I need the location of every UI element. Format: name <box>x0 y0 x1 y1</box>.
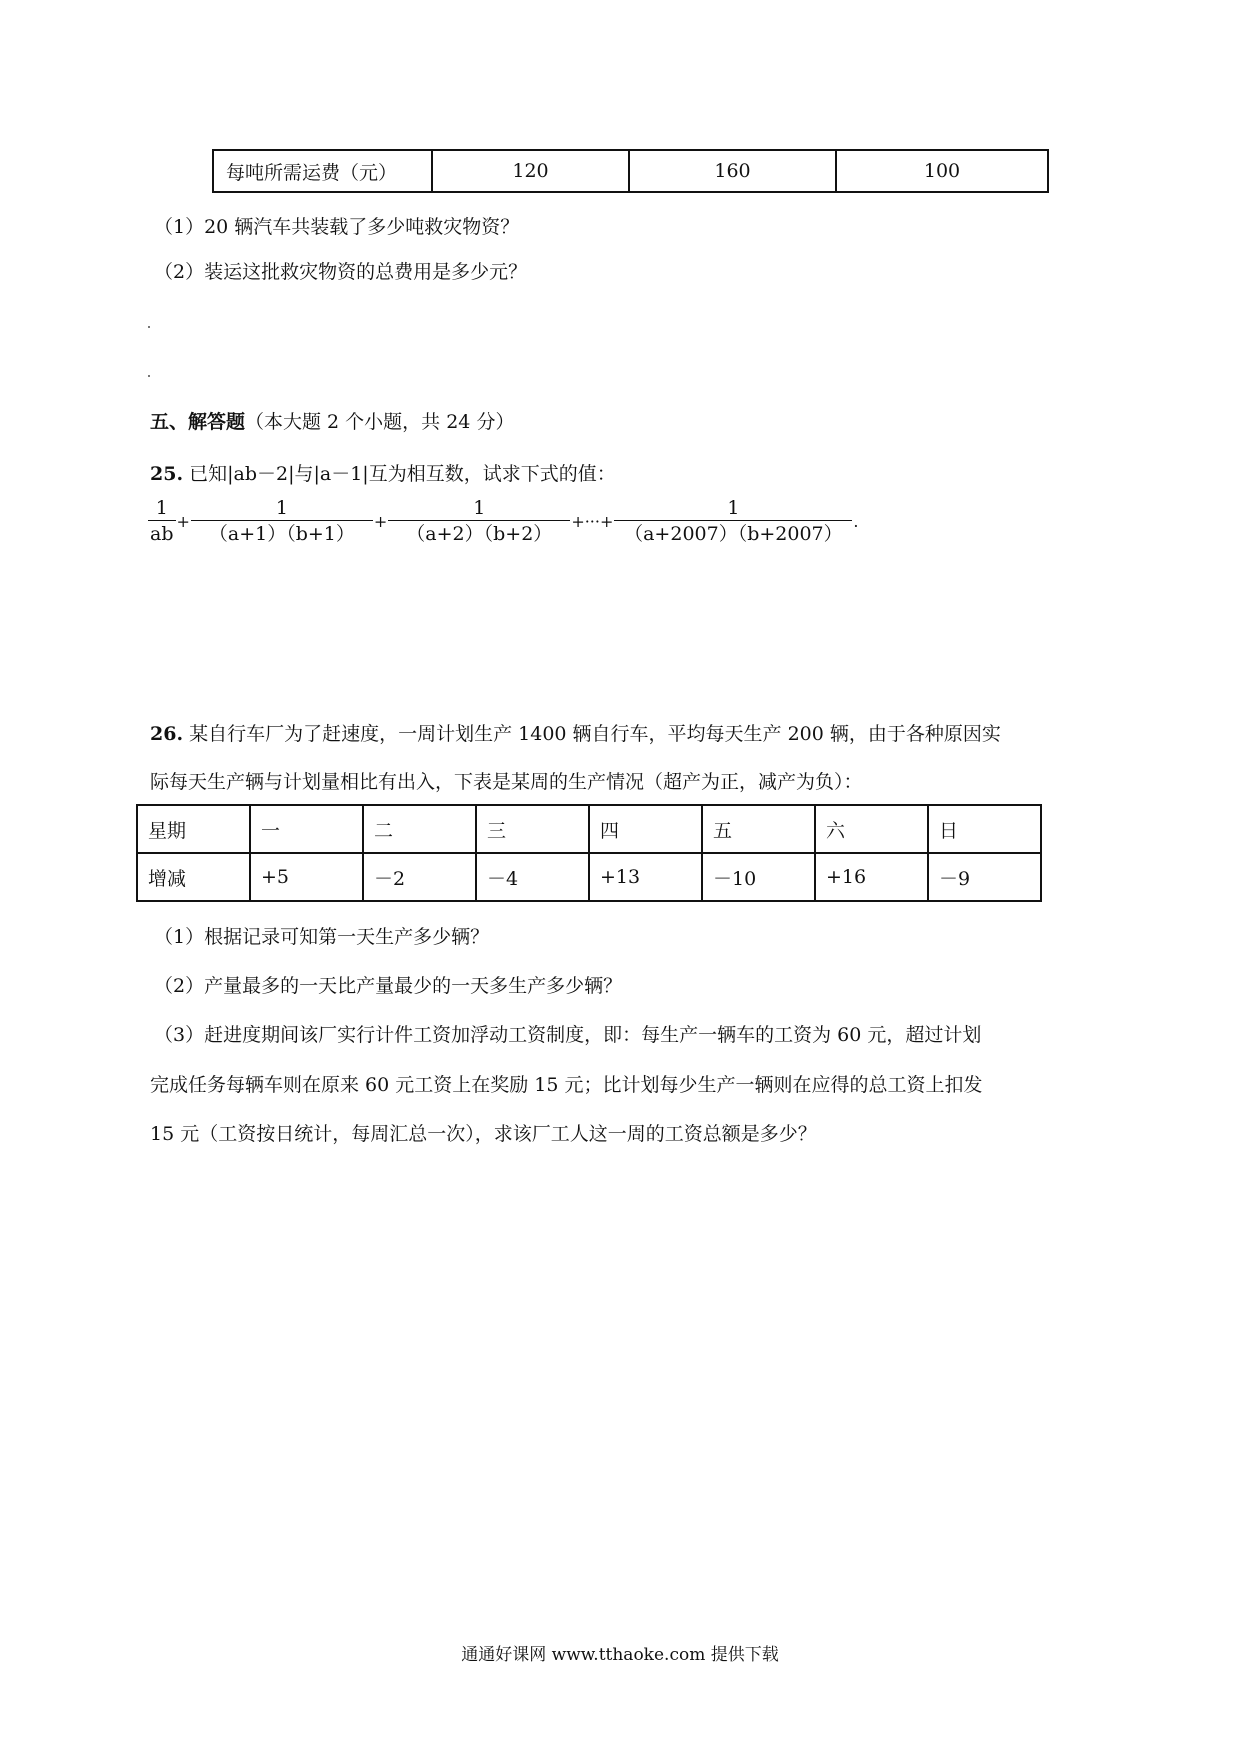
ellipsis: +···+ <box>571 512 614 531</box>
fraction <box>191 496 373 547</box>
cost-row-label: 每吨所需运费（元） <box>213 150 432 192</box>
q24-part2: （2）装运这批救灾物资的总费用是多少元？ <box>154 261 528 283</box>
q26-part2: （2）产量最多的一天比产量最少的一天多生产多少辆？ <box>154 975 623 997</box>
day-cell: 二 <box>363 805 476 853</box>
value-cell: －10 <box>702 853 815 901</box>
scan-speck <box>148 326 150 328</box>
cost-cell: 120 <box>432 150 629 192</box>
numerator: 1 <box>191 496 373 521</box>
day-cell: 五 <box>702 805 815 853</box>
question-number: 25. <box>150 463 184 485</box>
value-cell: +16 <box>815 853 928 901</box>
question-text-continued: 际每天生产辆与计划量相比有出入，下表是某周的生产情况（超产为正，减产为负）： <box>150 771 863 793</box>
numerator: 1 <box>148 496 176 521</box>
question-text: 某自行车厂为了赶速度，一周计划生产 1400 辆自行车，平均每天生产 200 辆，由于各种原因实 <box>189 723 1001 745</box>
day-cell: 日 <box>928 805 1041 853</box>
section-heading-title: 五、解答题 <box>150 411 246 433</box>
value-cell: +13 <box>589 853 702 901</box>
section-heading <box>150 407 514 434</box>
day-cell: 三 <box>476 805 589 853</box>
table-row <box>213 150 1048 192</box>
day-cell: 一 <box>250 805 363 853</box>
q26-part3-continued: 15 元（工资按日统计，每周汇总一次），求该厂工人这一周的工资总额是多少？ <box>150 1123 817 1145</box>
value-cell: +5 <box>250 853 363 901</box>
denominator: （a+1）（b+1） <box>208 523 355 545</box>
plus-sign: + <box>176 512 190 531</box>
value-cell: －4 <box>476 853 589 901</box>
page-footer: 通通好课网 www.tthaoke.com 提供下载 <box>461 1645 779 1665</box>
plus-sign: + <box>373 512 388 531</box>
question-26 <box>150 719 1001 746</box>
q25-formula <box>148 496 859 547</box>
question-text: 已知|ab－2|与|a－1|互为相互数，试求下式的值： <box>189 463 616 485</box>
scan-speck <box>148 375 150 377</box>
day-cell: 六 <box>815 805 928 853</box>
day-cell: 四 <box>589 805 702 853</box>
cost-cell: 160 <box>629 150 836 192</box>
numerator: 1 <box>614 496 852 521</box>
q26-part1: （1）根据记录可知第一天生产多少辆？ <box>154 926 490 948</box>
row-header: 星期 <box>137 805 250 853</box>
question-number: 26. <box>150 723 184 745</box>
production-table <box>136 804 1042 902</box>
section-heading-note: （本大题 2 个小题，共 24 分） <box>245 411 515 433</box>
q26-part3: （3）赶进度期间该厂实行计件工资加浮动工资制度，即：每生产一辆车的工资为 60 元，超过计划 <box>154 1024 982 1046</box>
denominator: （a+2）（b+2） <box>406 523 553 545</box>
q24-part1: （1）20 辆汽车共装载了多少吨救灾物资？ <box>154 216 520 238</box>
freight-cost-table <box>212 149 1049 193</box>
denominator: （a+2007）（b+2007） <box>624 523 843 545</box>
value-cell: －9 <box>928 853 1041 901</box>
cost-cell: 100 <box>836 150 1048 192</box>
value-cell: －2 <box>363 853 476 901</box>
fraction <box>614 496 852 547</box>
table-row <box>137 853 1041 901</box>
fraction <box>148 496 176 547</box>
fraction <box>388 496 570 547</box>
q26-part3-continued: 完成任务每辆车则在原来 60 元工资上在奖励 15 元；比计划每少生产一辆则在应得的总工资上扣发 <box>150 1074 983 1096</box>
period: . <box>853 512 859 531</box>
denominator: ab <box>150 523 174 545</box>
table-row <box>137 805 1041 853</box>
row-header: 增减 <box>137 853 250 901</box>
numerator: 1 <box>388 496 570 521</box>
question-25 <box>150 459 616 486</box>
